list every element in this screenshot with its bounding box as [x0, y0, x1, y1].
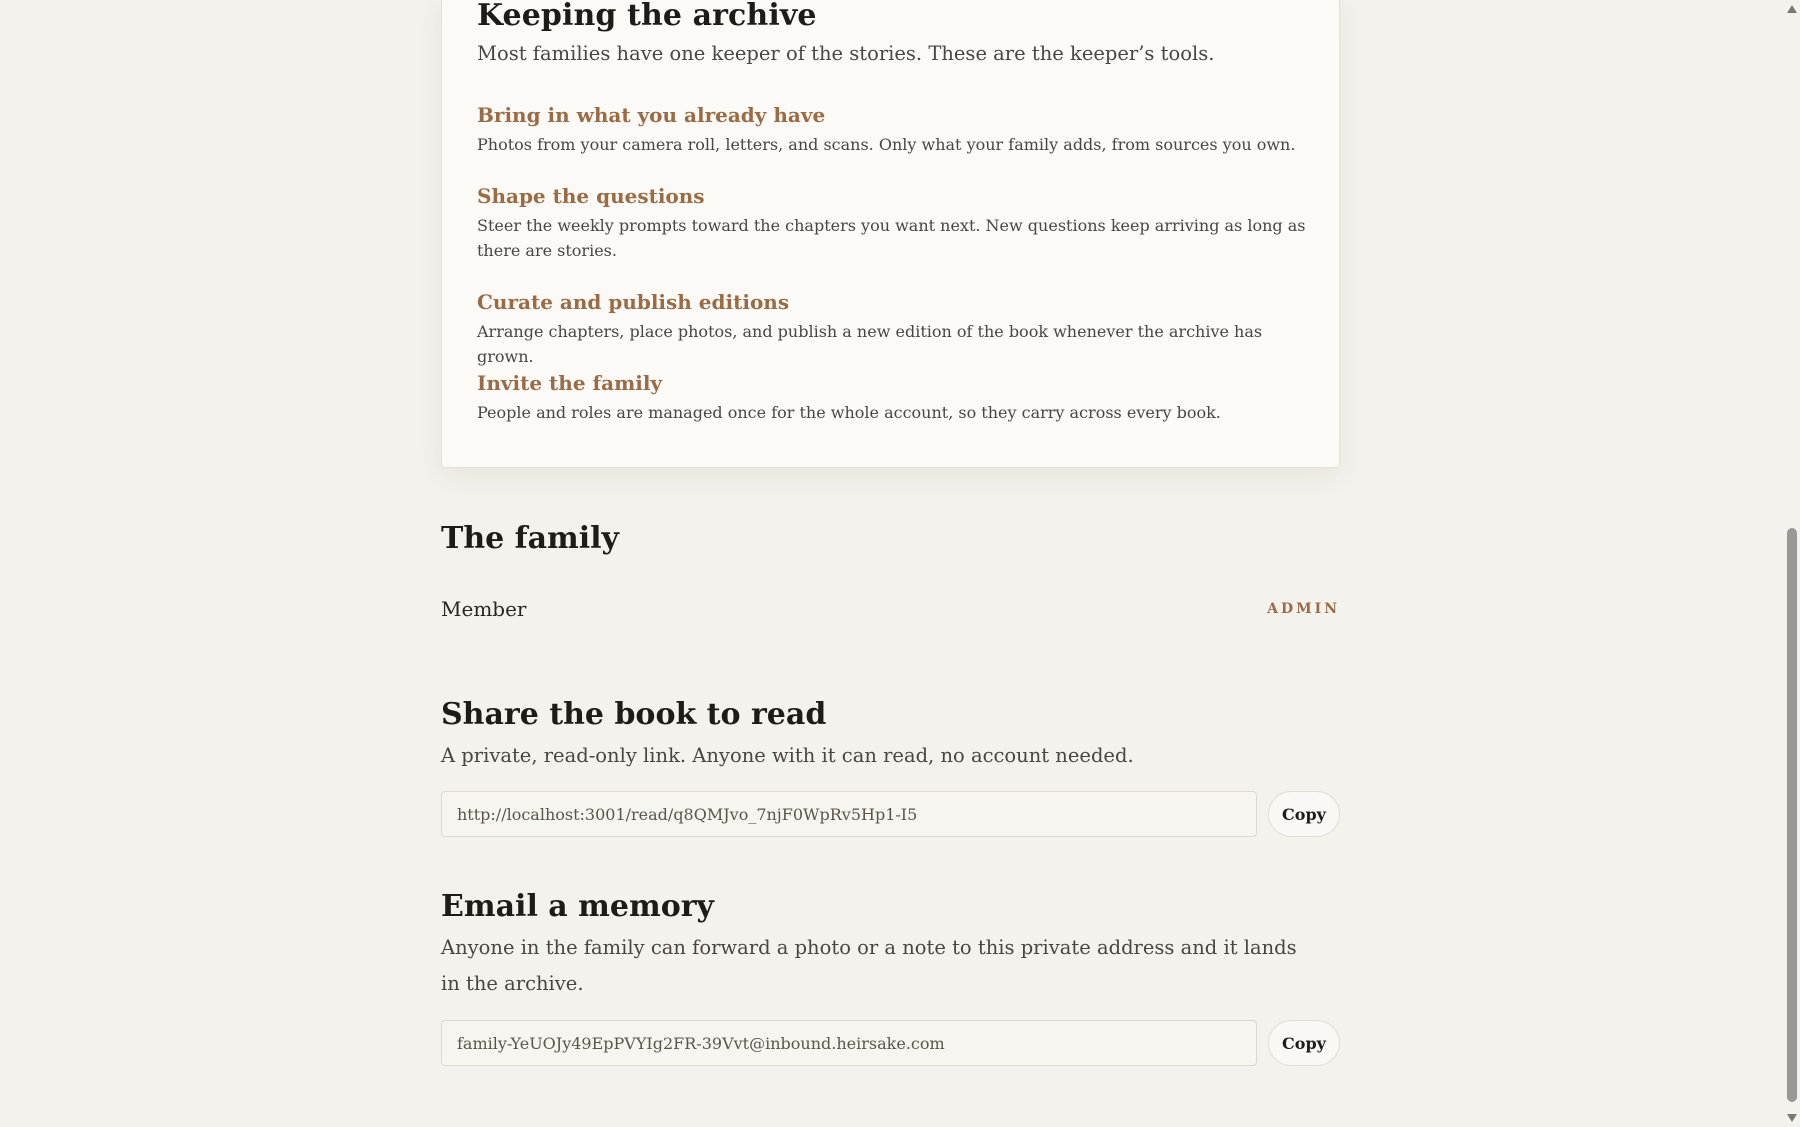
- member-row: [441, 594, 1340, 624]
- keeper-subtitle: Most families have one keeper of the stories. These are the keeper’s tools.: [477, 42, 1215, 65]
- member-role-badge: ADMIN: [1267, 601, 1340, 617]
- tool-item-questions: [477, 182, 1307, 263]
- share-subtitle: A private, read-only link. Anyone with it can read, no account needed.: [441, 744, 1134, 767]
- scrollbar-thumb[interactable]: [1787, 528, 1797, 1102]
- keeper-card: [441, 0, 1340, 468]
- tool-description: People and roles are managed once for the whole account, so they carry across every book.: [477, 403, 1221, 422]
- tool-description: Arrange chapters, place photos, and publish a new edition of the book whenever the archive has grown.: [477, 322, 1263, 366]
- share-link-field[interactable]: [441, 791, 1257, 837]
- tool-title: Bring in what you already have: [477, 103, 826, 127]
- tool-description: Steer the weekly prompts toward the chapters you want next. New questions keep arriving as long as there are stories.: [477, 216, 1306, 260]
- tool-description: Photos from your camera roll, letters, and scans. Only what your family adds, from sources you own.: [477, 135, 1296, 154]
- share-title: Share the book to read: [441, 697, 827, 732]
- tool-item-editions: [477, 288, 1307, 369]
- member-name: Member: [441, 597, 527, 621]
- vertical-scrollbar[interactable]: [1784, 0, 1800, 1127]
- tool-item-import: [477, 101, 1307, 157]
- email-address-field[interactable]: [441, 1020, 1257, 1066]
- triangle-up-icon[interactable]: [1786, 3, 1798, 15]
- copy-share-link-button[interactable]: Copy: [1268, 791, 1340, 837]
- keeper-title: Keeping the archive: [477, 0, 817, 33]
- tool-title: Shape the questions: [477, 184, 705, 208]
- email-title: Email a memory: [441, 889, 714, 924]
- tool-title: Invite the family: [477, 371, 663, 395]
- triangle-down-icon[interactable]: [1786, 1112, 1798, 1124]
- family-title: The family: [441, 521, 619, 556]
- tool-item-invite: [477, 369, 1307, 425]
- tool-title: Curate and publish editions: [477, 290, 790, 314]
- email-subtitle: Anyone in the family can forward a photo or a note to this private address and it lands in the archive.: [441, 936, 1297, 995]
- copy-email-address-button[interactable]: Copy: [1268, 1020, 1340, 1066]
